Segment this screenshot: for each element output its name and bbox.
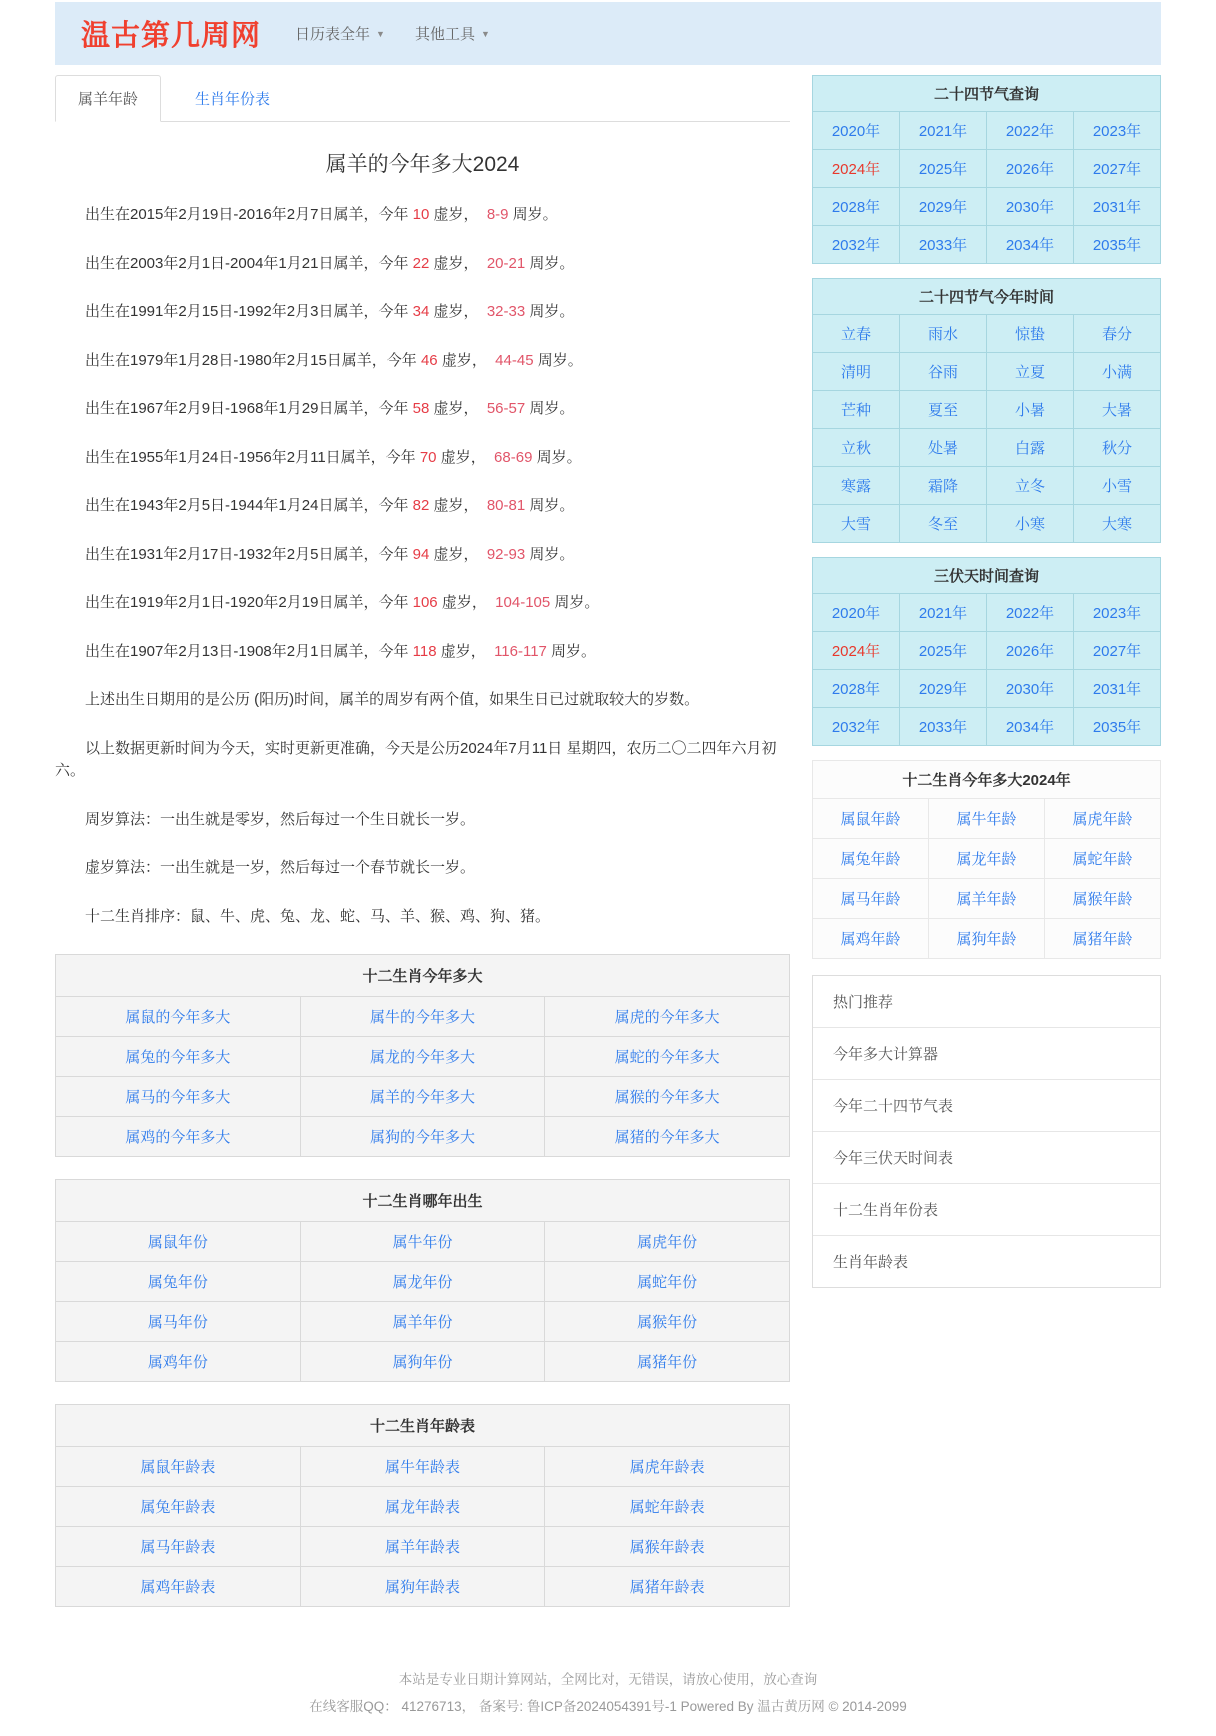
zodiac-link-table: [55, 1404, 790, 1607]
zodiac-link[interactable]: 属猴的今年多大: [614, 1089, 720, 1106]
year-cell: [1074, 594, 1160, 631]
year-cell: [987, 670, 1073, 707]
zodiac-table-cell: [56, 1447, 300, 1486]
year-cell: [987, 188, 1073, 225]
zodiac-table-cell: [301, 997, 545, 1036]
solar-term-link[interactable]: 霜降: [927, 478, 958, 495]
page-wrapper: [55, 2, 1161, 1736]
year-link[interactable]: 2027年: [1092, 161, 1142, 178]
term-cell: [987, 505, 1073, 542]
year-link[interactable]: 2030年: [1005, 681, 1055, 698]
year-cell: [900, 708, 986, 745]
hot-recommend-menu: [812, 975, 1161, 1288]
menu-item[interactable]: 生肖年龄表: [833, 1254, 909, 1271]
zodiac-age-cell: [929, 879, 1044, 918]
term-cell: [1074, 505, 1160, 542]
year-cell: [987, 594, 1073, 631]
zodiac-link-tables: [55, 954, 790, 1607]
solar-term-link[interactable]: 谷雨: [927, 364, 958, 381]
year-cell: [813, 112, 899, 149]
zodiac-link[interactable]: 属鸡年龄表: [140, 1579, 216, 1596]
xusui-value: 82: [412, 497, 430, 514]
zodiac-table-cell: [545, 1447, 789, 1486]
year-link[interactable]: 2023年: [1092, 123, 1142, 140]
zodiac-table-title: 十二生肖今年多大: [56, 955, 789, 997]
solar-term-link[interactable]: 寒露: [840, 478, 871, 495]
zodiac-age-cell: [929, 839, 1044, 878]
zodiac-table-cell: [301, 1447, 545, 1486]
solar-terms-year-grid: [813, 112, 1160, 263]
nav-item-other-tools[interactable]: [415, 23, 490, 44]
xusui-value: 118: [412, 642, 437, 660]
solar-term-link[interactable]: 春分: [1101, 326, 1132, 343]
year-link[interactable]: 2026年: [1005, 643, 1055, 660]
solar-term-link[interactable]: 冬至: [927, 516, 958, 533]
zodiac-age-grid: [813, 799, 1160, 958]
zodiac-link[interactable]: 属虎年份: [637, 1234, 698, 1251]
zodiac-table-cell: [301, 1302, 545, 1341]
year-cell: [900, 594, 986, 631]
zhousui-value: 32-33: [486, 303, 526, 320]
zodiac-age-link[interactable]: 属兔年龄: [840, 851, 901, 868]
zodiac-table-cell: [545, 1487, 789, 1526]
zodiac-link[interactable]: 属猪年龄表: [629, 1579, 705, 1596]
note-paragraph: 虚岁算法：一出生就是一岁，然后每过一个春节就长一岁。: [85, 859, 476, 876]
solar-term-link[interactable]: 白露: [1014, 440, 1045, 457]
menu-item[interactable]: 热门推荐: [813, 976, 1160, 1028]
zhousui-value: 80-81: [486, 497, 526, 514]
year-cell: [1074, 708, 1160, 745]
solar-terms-grid: [813, 315, 1160, 542]
footer-copyright: 在线客服QQ： 41276713， 备案号: 鲁ICP备2024054391号-1 Powered By 温古黄历网 © 2014-2099: [309, 1699, 907, 1714]
xusui-value: 46: [420, 351, 438, 369]
term-cell: [1074, 467, 1160, 504]
xusui-value: 58: [412, 400, 430, 417]
tab-zodiac-year-table[interactable]: 生肖年份表: [195, 91, 271, 108]
year-cell: [1074, 112, 1160, 149]
zodiac-link[interactable]: 属猪年份: [637, 1354, 698, 1371]
footer-slogan: 本站是专业日期计算网站，全网比对，无错误，请放心使用，放心查询: [398, 1672, 818, 1687]
year-link[interactable]: 2031年: [1092, 681, 1142, 698]
nav-item-other-tools-label: 其他工具: [414, 26, 475, 43]
zodiac-table-cell: [56, 1222, 300, 1261]
zodiac-link[interactable]: 属龙年份: [392, 1274, 453, 1291]
zodiac-age-cell: [1045, 879, 1160, 918]
term-cell: [987, 467, 1073, 504]
year-cell: [900, 632, 986, 669]
zodiac-link[interactable]: 属马年份: [147, 1314, 208, 1331]
tab-bar: [55, 75, 790, 122]
zodiac-link[interactable]: 属羊年龄表: [384, 1539, 460, 1556]
solar-term-link[interactable]: 立春: [840, 326, 871, 343]
chevron-down-icon: ▼: [376, 28, 385, 39]
solar-terms-this-year-box: [812, 278, 1161, 543]
age-row: 出生在1919年2月1日-1920年2月19日属羊，今年 106 虚岁， 104-105 周岁。: [85, 594, 600, 611]
zodiac-link[interactable]: 属狗年龄表: [384, 1579, 460, 1596]
age-row: 出生在1991年2月15日-1992年2月3日属羊，今年 34 虚岁， 32-33 周岁。: [85, 303, 575, 320]
year-cell: [813, 188, 899, 225]
year-link[interactable]: 2027年: [1092, 643, 1142, 660]
zodiac-table-cell: [545, 997, 789, 1036]
year-link[interactable]: 2029年: [918, 199, 968, 216]
zodiac-link[interactable]: 属牛年龄表: [384, 1459, 460, 1476]
zodiac-link[interactable]: 属鸡年份: [147, 1354, 208, 1371]
zodiac-table-cell: [301, 1342, 545, 1381]
xusui-value: 94: [412, 545, 430, 563]
zodiac-table-cell: [301, 1487, 545, 1526]
note-paragraph: 周岁算法：一出生就是零岁，然后每过一个生日就长一岁。: [85, 810, 476, 828]
zodiac-table-cell: [545, 1077, 789, 1116]
note-paragraph: 以上数据更新时间为今天，实时更新更准确，今天是公历2024年7月11日 星期四，农历二〇二四年六月初六。: [55, 739, 777, 779]
top-navigation: [295, 23, 490, 44]
content-layout: [55, 75, 1161, 1629]
zodiac-table-cell: [301, 1567, 545, 1606]
zodiac-table-cell: [56, 1487, 300, 1526]
zodiac-link[interactable]: 属龙年龄表: [384, 1499, 460, 1516]
solar-term-link[interactable]: 大寒: [1101, 516, 1132, 533]
age-row: 出生在1907年2月13日-1908年2月1日属羊，今年 118 虚岁， 116-117 周岁。: [85, 642, 597, 660]
zodiac-table-cell: [301, 1527, 545, 1566]
year-link[interactable]: 2026年: [1005, 161, 1055, 178]
year-link[interactable]: 2034年: [1005, 237, 1055, 254]
sanfu-query-title: 三伏天时间查询: [813, 558, 1160, 594]
year-link[interactable]: 2023年: [1092, 605, 1142, 622]
solar-terms-query-box: [812, 75, 1161, 264]
age-row: 出生在2015年2月19日-2016年2月7日属羊，今年 10 虚岁， 8-9 周岁。: [85, 206, 558, 223]
year-link[interactable]: 2035年: [1092, 719, 1142, 736]
year-cell: [1074, 670, 1160, 707]
year-link[interactable]: 2032年: [831, 719, 881, 736]
zhousui-value: 68-69: [494, 448, 533, 466]
year-link[interactable]: 2031年: [1092, 199, 1142, 216]
zodiac-link[interactable]: 属猴年份: [637, 1314, 698, 1331]
year-cell: [1074, 632, 1160, 669]
zodiac-link[interactable]: 属牛的今年多大: [369, 1009, 475, 1026]
year-link[interactable]: 2024年: [831, 161, 881, 178]
zodiac-age-link[interactable]: 属鼠年龄: [840, 811, 901, 828]
solar-term-link[interactable]: 立夏: [1014, 364, 1045, 381]
zodiac-table-cell: [545, 1037, 789, 1076]
nav-item-calendar[interactable]: [295, 23, 385, 44]
zodiac-table-cell: [301, 1222, 545, 1261]
solar-term-link[interactable]: 雨水: [927, 326, 958, 343]
note-paragraph: 十二生肖排序：鼠、牛、虎、兔、龙、蛇、马、羊、猴、鸡、狗、猪。: [85, 907, 551, 925]
year-cell: [813, 594, 899, 631]
solar-term-link[interactable]: 立冬: [1014, 478, 1045, 495]
zodiac-age-link[interactable]: 属羊年龄: [956, 891, 1017, 908]
zodiac-link[interactable]: 属马的今年多大: [125, 1089, 231, 1106]
zhousui-value: 44-45: [495, 351, 534, 369]
year-cell: [1074, 188, 1160, 225]
solar-term-link[interactable]: 芒种: [840, 402, 871, 419]
age-paragraph-list: [55, 204, 790, 663]
zodiac-table-cell: [301, 1262, 545, 1301]
age-row: 出生在2003年2月1日-2004年1月21日属羊，今年 22 虚岁， 20-21 周岁。: [85, 254, 575, 272]
zodiac-age-cell: [813, 799, 928, 838]
zodiac-link[interactable]: 属兔年龄表: [140, 1499, 216, 1516]
age-row: 出生在1955年1月24日-1956年2月11日属羊，今年 70 虚岁， 68-69 周岁。: [85, 448, 582, 466]
year-cell: [1074, 226, 1160, 263]
zodiac-age-link[interactable]: 属蛇年龄: [1072, 851, 1133, 868]
xusui-value: 106: [412, 594, 438, 611]
term-cell: [900, 467, 986, 504]
top-header-bar: [55, 2, 1161, 65]
year-cell: [987, 112, 1073, 149]
xusui-value: 10: [412, 206, 430, 223]
year-cell: [1074, 150, 1160, 187]
solar-terms-this-year-title: 二十四节气今年时间: [813, 279, 1160, 315]
zodiac-link[interactable]: 属鼠年龄表: [140, 1459, 216, 1476]
solar-term-link[interactable]: 小寒: [1014, 516, 1045, 533]
year-cell: [813, 632, 899, 669]
zodiac-link[interactable]: 属蛇年龄表: [629, 1499, 705, 1516]
zodiac-table-cell: [56, 997, 300, 1036]
zodiac-table-grid: [56, 1222, 789, 1381]
zodiac-table-cell: [56, 1527, 300, 1566]
zodiac-age-cell: [1045, 919, 1160, 958]
solar-term-link[interactable]: 惊蛰: [1014, 326, 1045, 343]
year-link[interactable]: 2025年: [918, 161, 968, 178]
year-link[interactable]: 2028年: [831, 199, 881, 216]
zodiac-link[interactable]: 属龙的今年多大: [369, 1049, 475, 1066]
year-cell: [813, 150, 899, 187]
term-cell: [987, 391, 1073, 428]
zhousui-value: 8-9: [486, 206, 509, 223]
zodiac-table-title: 十二生肖年龄表: [56, 1405, 789, 1447]
sanfu-year-grid: [813, 594, 1160, 745]
zhousui-value: 56-57: [486, 400, 526, 417]
solar-terms-query-title: 二十四节气查询: [813, 76, 1160, 112]
term-cell: [987, 429, 1073, 466]
zodiac-link[interactable]: 属兔的今年多大: [125, 1049, 231, 1066]
zodiac-table-cell: [545, 1342, 789, 1381]
zodiac-link[interactable]: 属虎年龄表: [629, 1459, 705, 1476]
zhousui-value: 104-105: [495, 594, 551, 611]
chevron-down-icon: ▼: [480, 28, 490, 39]
zodiac-link-table: [55, 1179, 790, 1382]
zodiac-link[interactable]: 属猪的今年多大: [614, 1129, 720, 1146]
site-logo: 温古第几周网: [81, 20, 262, 52]
year-link[interactable]: 2025年: [918, 643, 968, 660]
zodiac-link-table: [55, 954, 790, 1157]
year-link[interactable]: 2020年: [831, 605, 881, 622]
year-link[interactable]: 2035年: [1092, 237, 1142, 254]
solar-term-link[interactable]: 大暑: [1101, 402, 1132, 419]
zodiac-age-link[interactable]: 属猴年龄: [1072, 891, 1133, 908]
zodiac-table-cell: [56, 1302, 300, 1341]
zodiac-table-cell: [56, 1567, 300, 1606]
zodiac-link[interactable]: 属鼠的今年多大: [125, 1009, 231, 1026]
zhousui-value: 92-93: [486, 545, 526, 563]
term-cell: [900, 315, 986, 352]
menu-item[interactable]: 今年二十四节气表: [813, 1080, 1160, 1132]
solar-term-link[interactable]: 秋分: [1101, 440, 1132, 457]
solar-term-link[interactable]: 立秋: [840, 440, 871, 457]
zodiac-age-2024-box: [812, 760, 1161, 959]
zodiac-link[interactable]: 属兔年份: [147, 1274, 208, 1291]
year-link[interactable]: 2024年: [831, 643, 881, 660]
zodiac-age-cell: [1045, 799, 1160, 838]
xusui-value: 70: [419, 448, 437, 466]
zodiac-table-cell: [545, 1527, 789, 1566]
tab-goat-age[interactable]: 属羊年龄: [55, 75, 161, 122]
term-cell: [813, 467, 899, 504]
zodiac-table-cell: [545, 1567, 789, 1606]
zodiac-age-link[interactable]: 属龙年龄: [956, 851, 1017, 868]
zodiac-link[interactable]: 属狗年份: [392, 1354, 453, 1371]
term-cell: [987, 315, 1073, 352]
term-cell: [813, 391, 899, 428]
term-cell: [900, 353, 986, 390]
zodiac-age-link[interactable]: 属牛年龄: [956, 811, 1017, 828]
year-link[interactable]: 2022年: [1005, 123, 1055, 140]
solar-term-link[interactable]: 大雪: [840, 516, 871, 533]
term-cell: [900, 505, 986, 542]
year-cell: [900, 188, 986, 225]
zodiac-table-cell: [545, 1262, 789, 1301]
zodiac-age-cell: [813, 839, 928, 878]
term-cell: [813, 315, 899, 352]
notes-list: [55, 689, 790, 928]
year-cell: [987, 708, 1073, 745]
zodiac-table-cell: [56, 1077, 300, 1116]
zodiac-link[interactable]: 属马年龄表: [140, 1539, 216, 1556]
year-link[interactable]: 2021年: [918, 605, 968, 622]
solar-term-link[interactable]: 小雪: [1101, 478, 1132, 495]
zodiac-table-cell: [545, 1302, 789, 1341]
page-footer: [55, 1629, 1161, 1736]
zodiac-table-cell: [56, 1117, 300, 1156]
term-cell: [987, 353, 1073, 390]
year-link[interactable]: 2029年: [918, 681, 968, 698]
year-link[interactable]: 2033年: [918, 237, 968, 254]
zodiac-link[interactable]: 属鸡的今年多大: [125, 1129, 231, 1146]
sidebar: [812, 75, 1161, 1288]
zodiac-table-cell: [545, 1222, 789, 1261]
age-row: 出生在1967年2月9日-1968年1月29日属羊，今年 58 虚岁， 56-57 周岁。: [85, 400, 575, 417]
term-cell: [1074, 429, 1160, 466]
zodiac-link[interactable]: 属狗的今年多大: [369, 1129, 475, 1146]
zodiac-age-cell: [1045, 839, 1160, 878]
solar-term-link[interactable]: 夏至: [927, 402, 958, 419]
zodiac-link[interactable]: 属羊年份: [392, 1314, 453, 1331]
term-cell: [813, 429, 899, 466]
year-link[interactable]: 2022年: [1005, 605, 1055, 622]
zodiac-age-cell: [929, 919, 1044, 958]
zodiac-age-cell: [813, 919, 928, 958]
zodiac-table-cell: [545, 1117, 789, 1156]
main-column: [55, 75, 790, 1629]
zodiac-age-2024-title: 十二生肖今年多大2024年: [813, 761, 1160, 799]
zodiac-age-cell: [813, 879, 928, 918]
zodiac-table-cell: [301, 1077, 545, 1116]
zodiac-age-link[interactable]: 属虎年龄: [1072, 811, 1133, 828]
xusui-value: 34: [412, 303, 430, 320]
page-title: 属羊的今年多大2024: [325, 153, 520, 176]
zodiac-table-grid: [56, 997, 789, 1156]
zodiac-table-cell: [301, 1117, 545, 1156]
year-link[interactable]: 2021年: [918, 123, 968, 140]
zodiac-table-cell: [301, 1037, 545, 1076]
zodiac-age-cell: [929, 799, 1044, 838]
menu-item[interactable]: 今年三伏天时间表: [813, 1132, 1160, 1184]
zhousui-value: 20-21: [486, 254, 526, 272]
year-link[interactable]: 2020年: [831, 123, 881, 140]
year-cell: [900, 150, 986, 187]
zhousui-value: 116-117: [494, 642, 547, 660]
age-row: 出生在1931年2月17日-1932年2月5日属羊，今年 94 虚岁， 92-93 周岁。: [85, 545, 575, 563]
year-cell: [987, 226, 1073, 263]
zodiac-link[interactable]: 属蛇年份: [637, 1274, 698, 1291]
term-cell: [813, 505, 899, 542]
zodiac-age-link[interactable]: 属猪年龄: [1072, 931, 1133, 948]
year-cell: [813, 708, 899, 745]
solar-term-link[interactable]: 小暑: [1014, 402, 1045, 419]
zodiac-age-link[interactable]: 属狗年龄: [956, 931, 1017, 948]
age-row: 出生在1979年1月28日-1980年2月15日属羊，今年 46 虚岁， 44-45 周岁。: [85, 351, 583, 369]
age-row: 出生在1943年2月5日-1944年1月24日属羊，今年 82 虚岁， 80-81 周岁。: [85, 497, 575, 514]
term-cell: [900, 429, 986, 466]
year-link[interactable]: 2030年: [1005, 199, 1055, 216]
zodiac-age-link[interactable]: 属马年龄: [840, 891, 901, 908]
term-cell: [1074, 391, 1160, 428]
menu-item[interactable]: 十二生肖年份表: [813, 1184, 1160, 1236]
year-cell: [987, 632, 1073, 669]
year-cell: [987, 150, 1073, 187]
zodiac-table-title: 十二生肖哪年出生: [56, 1180, 789, 1222]
year-cell: [900, 112, 986, 149]
nav-item-calendar-label: 日历表全年: [295, 26, 371, 43]
solar-term-link[interactable]: 处暑: [927, 440, 958, 457]
year-cell: [900, 670, 986, 707]
zodiac-table-cell: [56, 1262, 300, 1301]
zodiac-link[interactable]: 属虎的今年多大: [614, 1009, 720, 1026]
zodiac-age-link[interactable]: 属鸡年龄: [840, 931, 901, 948]
solar-term-link[interactable]: 小满: [1101, 364, 1132, 381]
xusui-value: 22: [412, 254, 430, 272]
zodiac-link[interactable]: 属猴年龄表: [629, 1539, 705, 1556]
zodiac-link[interactable]: 属牛年份: [392, 1234, 453, 1251]
year-link[interactable]: 2033年: [918, 719, 968, 736]
note-paragraph: 上述出生日期用的是公历 (阳历)时间，属羊的周岁有两个值，如果生日已过就取较大的岁数。: [85, 691, 700, 708]
year-link[interactable]: 2034年: [1005, 719, 1055, 736]
term-cell: [1074, 353, 1160, 390]
zodiac-link[interactable]: 属蛇的今年多大: [614, 1049, 720, 1066]
zodiac-link[interactable]: 属羊的今年多大: [369, 1089, 475, 1106]
zodiac-table-cell: [56, 1037, 300, 1076]
year-cell: [813, 670, 899, 707]
term-cell: [900, 391, 986, 428]
term-cell: [1074, 315, 1160, 352]
year-link[interactable]: 2028年: [831, 681, 881, 698]
menu-item[interactable]: 今年多大计算器: [813, 1028, 1160, 1080]
year-cell: [813, 226, 899, 263]
zodiac-link[interactable]: 属鼠年份: [147, 1234, 208, 1251]
zodiac-table-cell: [56, 1342, 300, 1381]
year-link[interactable]: 2032年: [831, 237, 881, 254]
sanfu-query-box: [812, 557, 1161, 746]
solar-term-link[interactable]: 清明: [840, 364, 871, 381]
zodiac-table-grid: [56, 1447, 789, 1606]
term-cell: [813, 353, 899, 390]
year-cell: [900, 226, 986, 263]
